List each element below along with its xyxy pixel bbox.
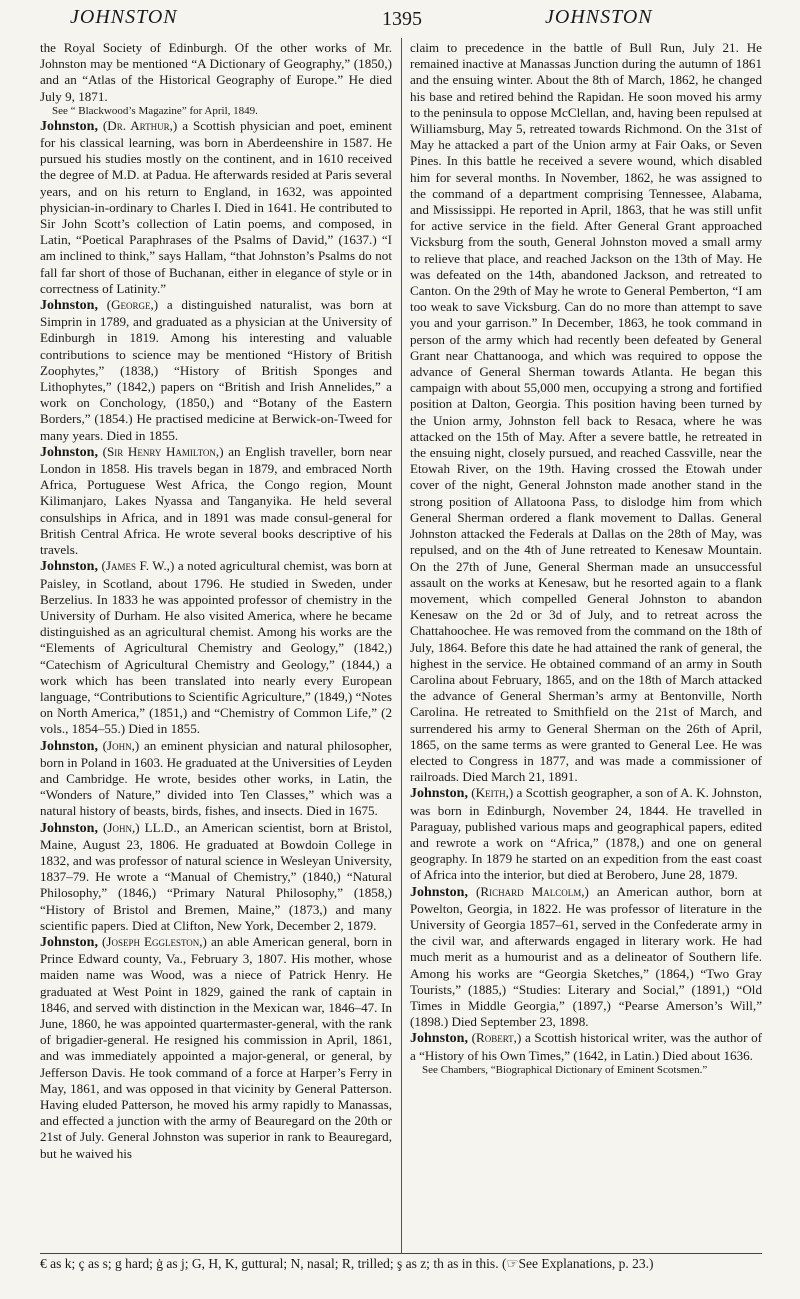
left-column [40, 40, 392, 1162]
entry-text: an American author, born at Powelton, Georgia, in 1822. He was professor of literature in the University of Georgia 1857–61, served in the Confederate army in the civil war, and afterwards engaged in literary work. He had much merit as a humourist and as a delineator of Southern life. Among his works are “Georgia Sketches,” (1864,) “Two Gray Tourists,” (1885,) “Studies: Literary and Social,” (1891,) “Old Times in Middle Georgia,” (1897,) “Pearse Amerson’s Will,” (1898.) Died September 23, 1898. [410, 883, 763, 1030]
footer-rule [40, 1253, 762, 1254]
entry-text: an English traveller, born near London in 1858. His travels began in 1879, and embraced North Africa, Portuguese West Africa, the Congo region, Mount Kilimanjaro, Lakes Nyassa and Tanganyika. He held several consulships in Africa, and in 1891 was made consul-general for British Central Africa. He wrote several books descriptive of his travels. [40, 443, 393, 558]
running-head-left: JOHNSTON [70, 6, 178, 28]
entry-john-lld [40, 820, 392, 934]
entry-text: a noted agricultural chemist, was born at Paisley, in Scotland, about 1796. He studied in Sweden, under Berzelius. In 1833 he was appointed professor of chemistry in the University of Durham. He also visited America, where he became distinguished as an agricultural chemist. Among his works are the “Elements of Agricultural Chemistry and Geology,” (1842,) “Catechism of Agricultural Chemistry and Geology,” (1844,) a work which has been translated into nearly every European language, “Contributions to Scientific Agriculture,” (1849,) “Notes on North America,” (1851,) and “Chemistry of Common Life,” (2 vols., 1854–55.) Died in 1855. [40, 558, 392, 737]
entry-name: (John,) LL.D., [103, 819, 180, 835]
entry-head: Johnston, [410, 1031, 468, 1047]
running-head-right: JOHNSTON [545, 6, 653, 28]
pronunciation-key-text: € as k; ç as s; g hard; ġ as j; G, H, K, guttural; N, nasal; R, trilled; ş as z; th as in this. [40, 1256, 499, 1271]
intro-paragraph: the Royal Society of Edinburgh. Of the other works of Mr. Johnston may be mentioned “A Dictionary of Geography,” (1850,) and an “Atlas of the Historical Geography of Europe.” He died July 9, 1871. [40, 40, 392, 104]
entry-george [40, 297, 392, 444]
explanations-reference: (☞See Explanations, p. 23.) [501, 1256, 654, 1271]
running-head [40, 6, 770, 40]
entry-james [40, 558, 392, 737]
continuation-paragraph: claim to precedence in the battle of Bull Run, July 21. He remained inactive at Manassas Junction during the autumn of 1861 and the ensuing winter. About the 8th of March, 1862, he changed his base and retired behind the Rapidan. He soon moved his army to the peninsula to oppose McClellan, and, having been repulsed at Williamsburg, May 5, retreated towards Richmond. On the 31st of May he attacked a part of the Union army at Fair Oaks, or Seven Pines. In this battle he received a severe wound, which disabled him for several months. In November, 1862, he was assigned to the command of a department comprising Tennessee, Alabama, and Mississippi. He reported in April, 1863, that he was still unfit for active service in the field. After General Grant approached Vicksburg from the south, General Johnston moved a small army to relieve that place, and reached Jackson on the 13th of May. He was defeated on the 14th, abandoned Jackson, and retreated to Canton. On the 29th of May he wrote to General Pemberton, “I am too weak to save Vicksburg. Can do no more than attempt to save you and your garrison.” In December, 1863, he took command in person of the army which had recently been defeated by General Grant near Chattanooga, and which was required to oppose the advance of General Sherman towards Atlanta. He began this campaign with about 55,000 men, occupying a strong and fortified position at Dalton, Georgia. This position having been turned by the Union army, Johnston fell back to Resaca, where he was attacked on the 15th of May. After a severe battle, he retreated in the ensuing night, closely pursued, and reached Cassville, near the Etowah River, on the 19th. Having crossed the Etowah under cover of the night, General Johnston made another stand in the strong position of Allatoona Pass, to dislodge him from which General Sherman ordered a flank movement to Dallas. General Johnston attacked the Federals at Dallas on the 28th of May, was repulsed, and on the 4th of June retreated to Kenesaw Mountain. On the 27th of June, General Sherman made an unsuccessful assault on the works at Kenesaw, but he resorted again to a flank movement, which compelled General Johnston to abandon Kenesaw on the 2d or 3d of July, and to retreat across the Chattahoochee. He was removed from the command on the 18th of July, 1864. Before this date he had attained the rank of general, the highest in the service. He obtained command of an army in South Carolina about February, 1865, and on the 18th of March attacked the advance of General Sherman’s army at Bentonville, North Carolina. He retreated to Smithfield on the 21st of March, and surrendered his army to General Sherman on the 26th of April, 1865, on the same terms as were granted to General Lee. He was elected to Congress in 1877, and was made a commissioner of railroads. Died March 21, 1891. [410, 40, 762, 785]
entry-name: (Robert,) [471, 1030, 522, 1046]
entry-head: Johnston, [40, 738, 98, 754]
entry-name: (Richard Malcolm,) [476, 883, 589, 899]
entry-head: Johnston, [410, 884, 468, 900]
entry-head: Johnston, [40, 820, 98, 836]
entry-head: Johnston, [40, 118, 98, 134]
entry-head: Johnston, [410, 786, 468, 802]
entry-head: Johnston, [40, 298, 98, 314]
entry-name: (James F. W.,) [101, 558, 175, 574]
entry-name: (Joseph Eggleston,) [101, 933, 207, 949]
entry-richard-malcolm [410, 884, 762, 1031]
entry-text: a distinguished naturalist, was born at Simprin in 1789, and graduated as a physician at the University of Edinburgh in 1819. Among his interesting and valuable contributions to science may be mentioned “History of British Zoophytes,” (1838,) “History of British Sponges and Lithophytes,” (1842,) papers on “British and Irish Annelides,” a work on Conchology, (1850,) and “Botany of the Eastern Borders,” (1854.) He practised medicine at Berwick-on-Tweed for many years. Died in 1855. [40, 297, 392, 443]
right-column [410, 40, 762, 1077]
entry-head: Johnston, [40, 559, 98, 575]
entry-text: a Scottish physician and poet, eminent for his classical learning, was born in Aberdeenshire in 1587. He pursued his studies mostly on the continent, and in 1610 received the degree of M.D. at Padua. He afterwards resided at Paris several years, and on his return to England, in 1632, was appointed physician-in-ordinary to Charles I. Died in 1641. He contributed to Sir John Scott’s collection of Latin poems, and composed, in Latin, “Poetical Paraphrases of the Psalms of David,” (1637.) “I am inclined to think,” says Hallam, “that Johnston’s Psalms do not fall far short of those of Buchanan, either in elegance of style or in correctness of Latinity.” [40, 117, 392, 296]
entry-text: an eminent physician and natural philosopher, born in Poland in 1603. He graduated at the Universities of Leyden and Cambridge. He wrote, besides other works, in Latin, the “Wonders of Nature,” divided into Ten Classes,” which was a natural history of beasts, birds, fishes, and insects. Died in 1675. [40, 737, 392, 819]
entry-john [40, 738, 392, 820]
closing-note: See Chambers, “Biographical Dictionary of Eminent Scotsmen.” [422, 1063, 708, 1076]
entry-name: (John,) [102, 737, 140, 753]
pronunciation-key [40, 1256, 762, 1272]
entry-robert [410, 1030, 762, 1063]
entry-text: an American scientist, born at Bristol, Maine, August 23, 1806. He graduated at Bowdoin College in 1832, and was professor of natural science in Wesleyan University, 1837–79. He wrote a “Manual of Chemistry,” (1840,) “Natural Philosophy,” (1846,) “Primary Natural Philosophy,” (1858,) “History of Bristol and Bremen, Maine,” (1873,) and many scientific papers. Died at Clifton, New York, December 2, 1879. [40, 819, 392, 933]
entry-text: a Scottish historical writer, was the author of a “History of his Own Times,” (1642, in Latin.) Died about 1636. [410, 1030, 762, 1063]
entry-head: Johnston, [40, 934, 98, 950]
entry-head: Johnston, [40, 444, 98, 460]
entry-name: (Keith,) [471, 785, 514, 801]
entry-keith [410, 785, 762, 883]
entry-henry-hamilton [40, 444, 392, 558]
intro-note: See “ Blackwood’s Magazine” for April, 1849. [52, 104, 258, 117]
entry-text: an able American general, born in Prince Edward county, Va., February 3, 1807. His mother, whose maiden name was Wood, was a niece of Patrick Henry. He graduated at West Point in 1829, gained the rank of captain in 1846, and served with distinction in the Mexican war, 1846–47. In June, 1860, he was appointed quartermaster-general, with the rank of brigadier-general. He resigned his commission in April, 1861, and was immediately appointed a major-general, or general, by Jefferson Davis. He took command of a force at Harper’s Ferry in May, 1861, and was opposed in that vicinity by General Patterson. Having eluded Patterson, he moved his army rapidly to Manassas, and effected a junction with the army of Beauregard on the 20th or 21st of July. General Johnston was superior in rank to Beauregard, but he waived his [40, 933, 393, 1161]
entry-arthur [40, 118, 392, 297]
entry-name: (Sir Henry Hamilton,) [102, 443, 224, 459]
entry-joseph-eggleston [40, 934, 392, 1162]
column-divider [401, 38, 402, 1254]
entry-text: a Scottish geographer, a son of A. K. Johnston, was born in Edinburgh, November 24, 1844. He travelled in Paraguay, published various maps and geographical papers, edited and rewrote a work on “Africa,” (1878,) and one on general geography. In 1879 he started on an expedition from the east coast of Africa into the interior, but died at Berobero, June 28, 1879. [410, 785, 762, 883]
page-number: 1395 [382, 8, 422, 30]
entry-name: (George,) [106, 297, 159, 313]
entry-name: (Dr. Arthur,) [102, 117, 178, 133]
